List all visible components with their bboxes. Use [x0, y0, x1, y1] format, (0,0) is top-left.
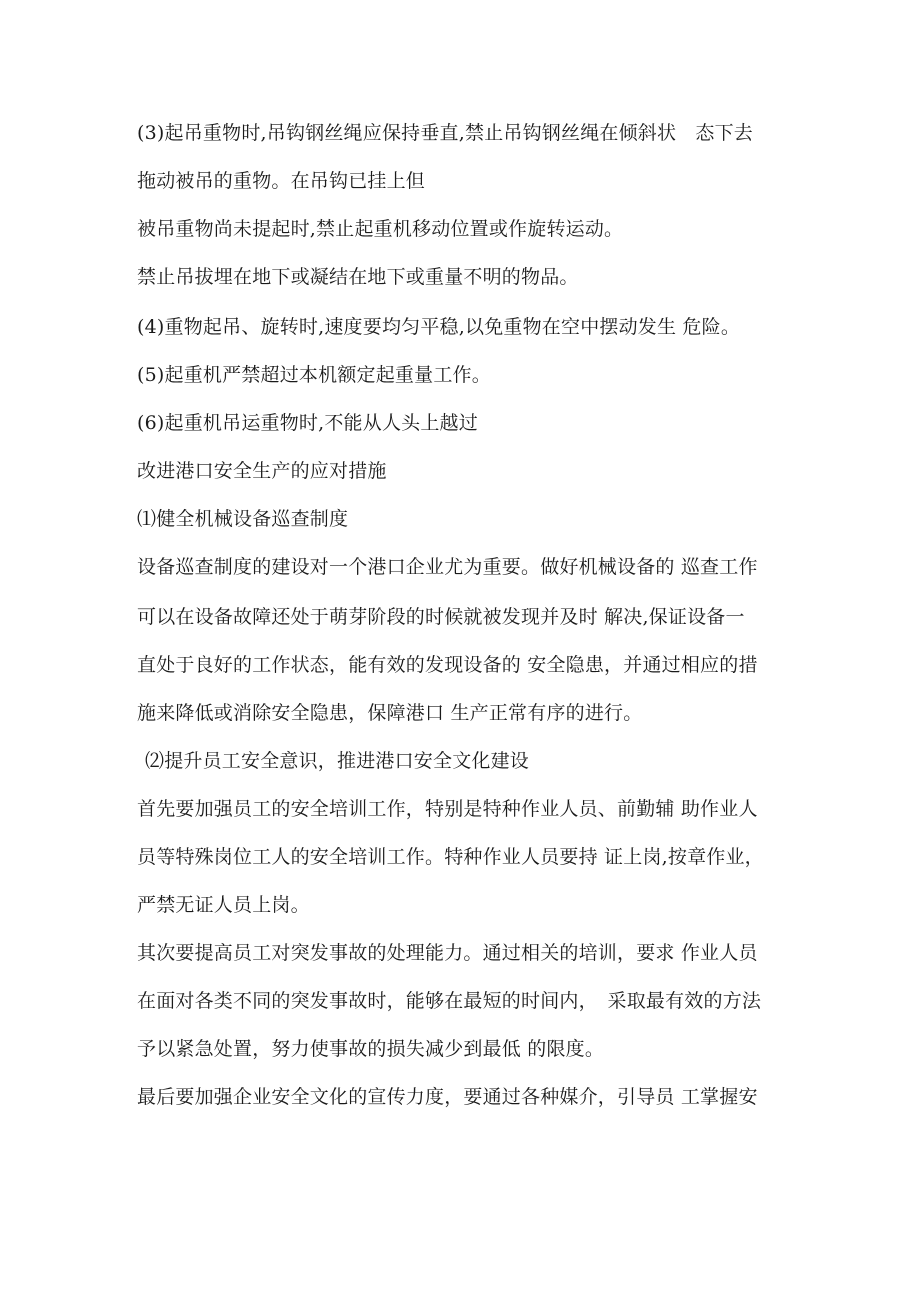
paragraph-line: 员等特殊岗位工人的安全培训工作。特种作业人员要持 证上岗,按章作业， [137, 846, 764, 868]
paragraph-line: (4)重物起吊、旋转时,速度要均匀平稳,以免重物在空中摆动发生 危险。 [137, 316, 741, 338]
subsection-heading: ⑴健全机械设备巡查制度 [137, 508, 349, 530]
paragraph-line: 其次要提高员工对突发事故的处理能力。通过相关的培训，要求 作业人员 [137, 942, 758, 964]
paragraph-line: 禁止吊拔埋在地下或凝结在地下或重量不明的物品。 [137, 266, 579, 288]
paragraph-line: 拖动被吊的重物。在吊钩已挂上但 [137, 170, 426, 192]
subsection-heading: ⑵提升员工安全意识，推进港口安全文化建设 [145, 750, 530, 772]
paragraph-line: (6)起重机吊运重物时,不能从人头上越过 [137, 412, 478, 434]
paragraph-line: 在面对各类不同的突发事故时，能够在最短的时间内， 采取最有效的方法 [137, 990, 762, 1012]
paragraph-line: 直处于良好的工作状态，能有效的发现设备的 安全隐患，并通过相应的措 [137, 654, 758, 676]
section-heading: 改进港口安全生产的应对措施 [137, 460, 387, 482]
paragraph-line: (3)起吊重物时,吊钩钢丝绳应保持垂直,禁止吊钩钢丝绳在倾斜状 态下去 [137, 122, 753, 144]
paragraph-line: 予以紧急处置，努力使事故的损失减少到最低 的限度。 [137, 1038, 605, 1060]
paragraph-line: 施来降低或消除安全隐患，保障港口 生产正常有序的进行。 [137, 702, 643, 724]
paragraph-line: 被吊重物尚未提起时,禁止起重机移动位置或作旋转运动。 [137, 218, 624, 240]
paragraph-line: 可以在设备故障还处于萌芽阶段的时候就被发现并及时 解决,保证设备一 [137, 606, 745, 628]
paragraph-line: 最后要加强企业安全文化的宣传力度，要通过各种媒介，引导员 工掌握安 [137, 1086, 758, 1108]
paragraph-line: 首先要加强员工的安全培训工作，特别是特种作业人员、前勤辅 助作业人 [137, 798, 758, 820]
paragraph-line: (5)起重机严禁超过本机额定起重量工作。 [137, 364, 491, 386]
paragraph-line: 设备巡查制度的建设对一个港口企业尤为重要。做好机械设备的 巡查工作 [137, 556, 758, 578]
paragraph-line: 严禁无证人员上岗。 [137, 894, 310, 916]
